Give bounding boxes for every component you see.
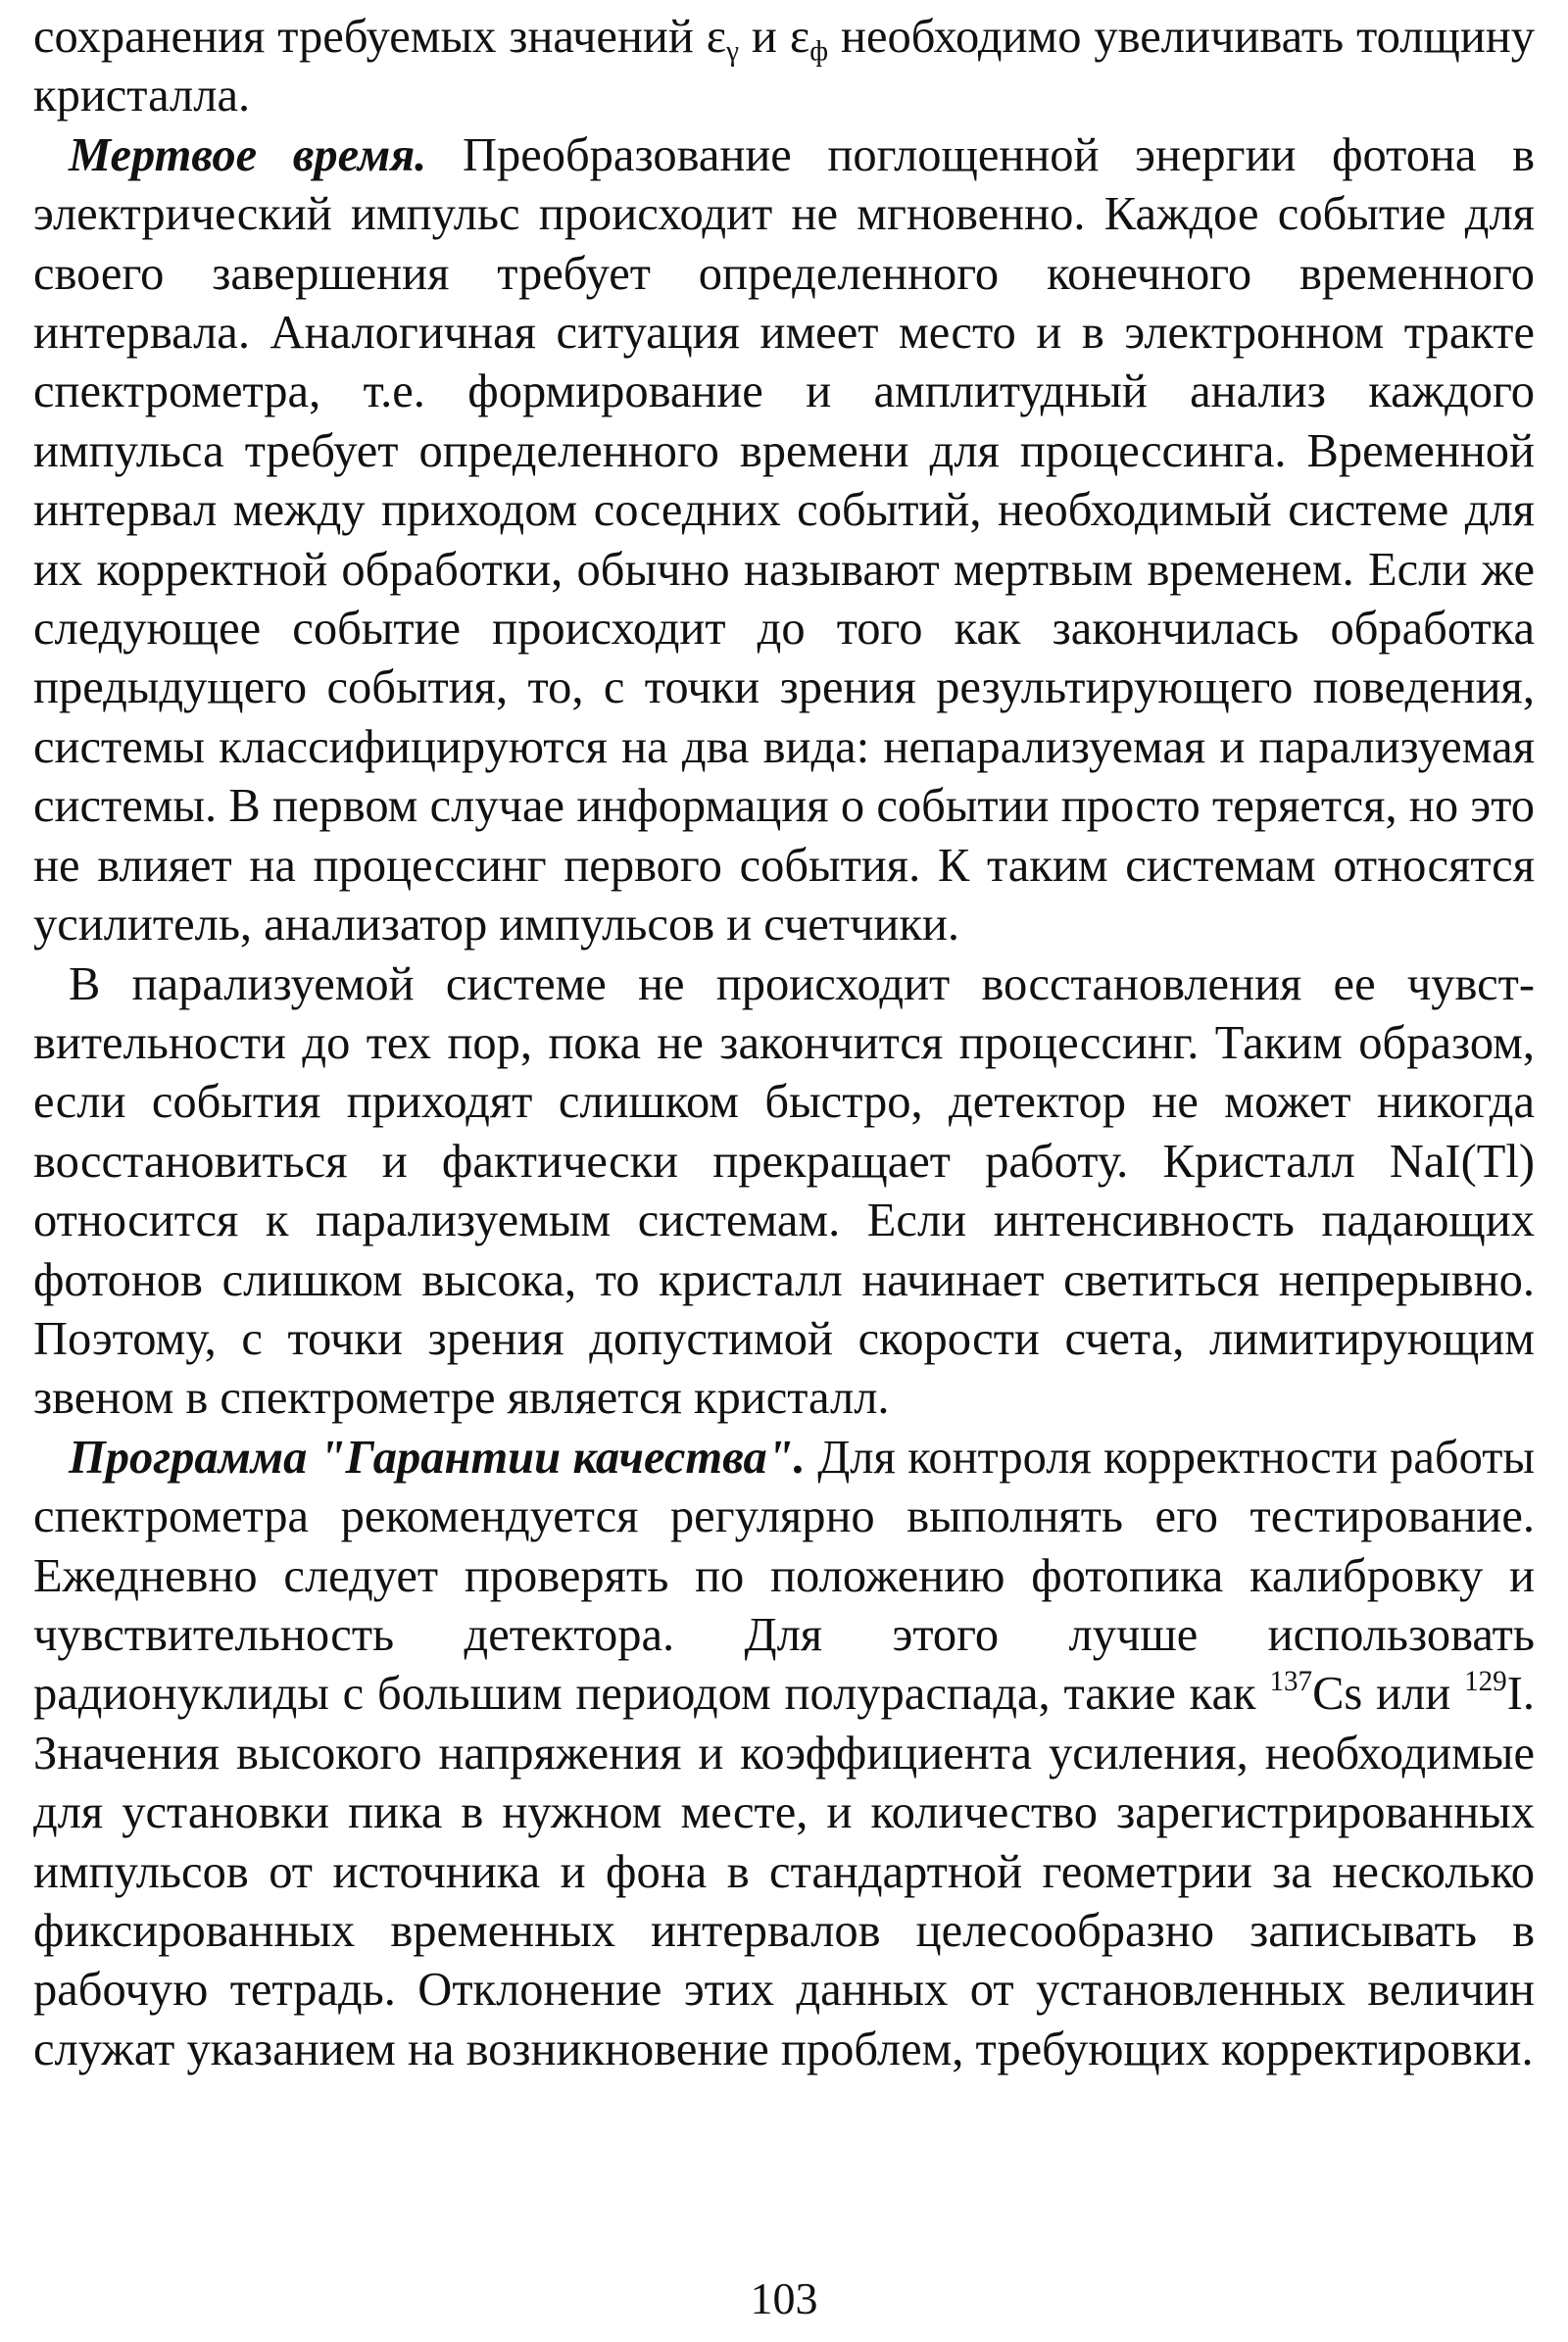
text-segment: I. Значения высокого напряжения и коэффициента усиления, необходимые для установки пика в нужном месте, и количество зарегистрированных импульсов от источника и фона в стандартной геометрии за несколько фиксированных временных интервалов целесообразно записывать в рабочую тетрадь. Отклонение этих данных от установленных величин служат указанием на возникновение проблем, требующих корректировки. (33, 1668, 1535, 2075)
section-heading-quality-assurance: Программа "Гарантии качества". (69, 1431, 806, 1484)
section-heading-dead-time: Мертвое время. (69, 128, 427, 181)
text-segment: Cs или (1312, 1668, 1465, 1721)
text-segment: сохранения требуемых значений ε (33, 11, 727, 63)
superscript-mass-number-i: 129 (1464, 1666, 1507, 1698)
text-segment: необходимо увеличивать толщину кристалла. (33, 11, 1536, 122)
subscript-phi: ф (809, 35, 829, 68)
text-segment: и ε (738, 11, 810, 63)
subscript-gamma: γ (726, 35, 739, 68)
page-number: 103 (750, 2273, 818, 2323)
paragraph-crystal-thickness (33, 8, 1535, 126)
text-segment: Для контроля корректности работы спектрометра рекомендуется регулярно выполнять его тестирование. Ежедневно следует проверять по положению фотопика калибровку и чувствительность детектора. Для этого лучше использовать радионуклиды с большим периодом полураспада, такие как (33, 1431, 1535, 1721)
paragraph-dead-time (33, 126, 1535, 955)
superscript-mass-number-cs: 137 (1269, 1666, 1313, 1698)
paragraph-quality-assurance (33, 1429, 1535, 2079)
paragraph-paralyzable-system (33, 955, 1535, 1429)
page-body (33, 8, 1535, 2079)
text-segment: Преобразование поглощенной энергии фотона в электрический импульс происходит не мгновенно. Каждое событие для своего завершения требует определенного конечного временного интервала. Аналогичная ситуация имеет место и в электронном тракте спектрометра, т.е. формирование и амплитудный анализ каждого импульса требует определенного времени для процессинга. Временной интервал между приходом соседних событий, необходимый системе для их корректной обработки, обычно называют мертвым временем. Если же следующее событие происходит до того как закончилась обработка предыдущего события, то, с точки зрения результирующего поведения, системы классифицируются на два вида: непарализуемая и парализуемая системы. В первом случае информация о событии просто теряется, но это не влияет на процессинг первого события. К таким системам относятся усилитель, анализатор импульсов и счетчики. (33, 128, 1535, 951)
text-segment: В парализуемой системе не происходит восстановления ее чувствительности до тех пор, пока не закончится процессинг. Таким образом, если события приходят слишком быстро, детектор не может никогда восстановиться и фактически прекращает работу. Кристалл NaI(Tl) относится к парализуемым системам. Если интенсивность падающих фотонов слишком высока, то кристалл начинает светиться непрерывно. Поэтому, с точки зрения допустимой скорости счета, лимитирующим звеном в спектрометре является кристалл. (33, 957, 1535, 1425)
